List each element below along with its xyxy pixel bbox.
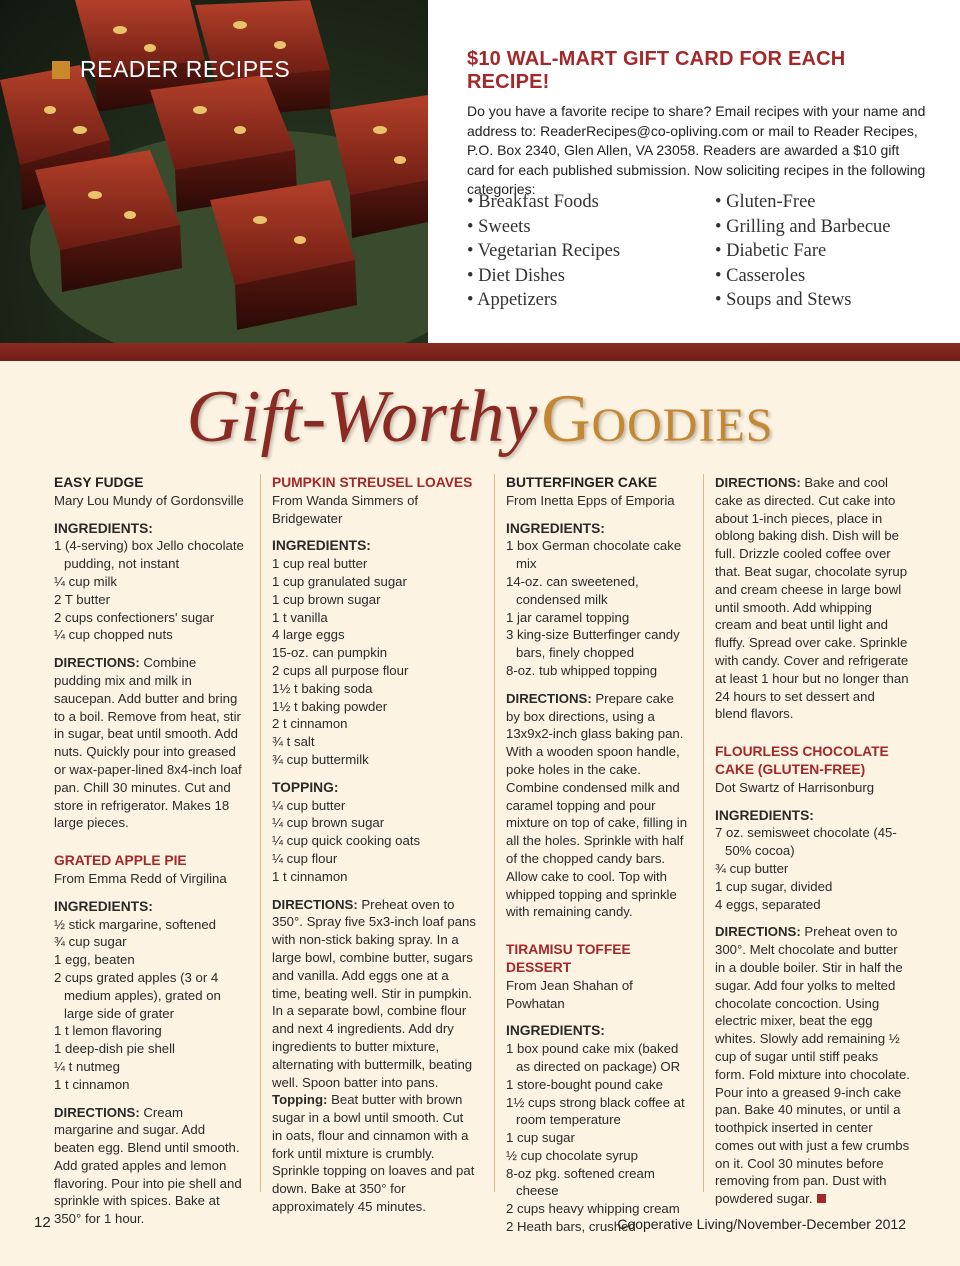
recipe-source: From Jean Shahan of Powhatan [506,977,633,1011]
directions-label: DIRECTIONS: [272,896,358,912]
column-divider [703,474,704,1192]
ingredient-item: 1 deep-dish pie shell [54,1041,175,1057]
ingredient-item: 7 oz. semisweet chocolate (45-50% cocoa) [715,825,897,859]
recipe-flourless-chocolate-cake [715,743,910,1208]
ingredient-item: 14-oz. can sweetened, condensed milk [506,573,639,607]
directions [272,896,477,1216]
page-title-part1: Gift-Worthy [186,376,538,458]
directions [506,690,688,921]
divider-band [0,343,960,361]
recipe-grated-apple-pie [54,852,244,1228]
column-3 [506,474,688,1246]
category-item: • Soups and Stews [715,290,891,315]
ingredient-item: 8-oz. tub whipped topping [506,662,658,678]
ingredient-list [506,537,688,679]
ingredient-item: 8-oz pkg. softened cream cheese [506,1165,655,1199]
ingredient-item: 1 box German chocolate cake mix [506,538,682,572]
column-4 [715,474,910,1222]
ingredient-list [715,824,910,913]
directions-label: DIRECTIONS: [54,655,140,671]
ingredient-item: ¾ cup sugar [54,934,127,950]
topping-inline-label: Topping: [272,1092,328,1108]
ingredient-item: 2 cups confectioners' sugar [54,609,215,625]
recipe-source: From Inetta Epps of Emporia [506,492,675,508]
recipe-source: Dot Swartz of Harrisonburg [715,779,875,795]
category-list [467,192,937,315]
directions-label: DIRECTIONS: [54,1104,140,1120]
recipe-source: From Emma Redd of Virgilina [54,870,227,886]
ingredient-item: 3 king-size Butterfinger candy bars, finely chopped [506,627,680,661]
section-label-text: READER RECIPES [80,56,291,82]
publication-info: Cooperative Living/November-December 2012 [617,1216,906,1232]
ingredient-item: 1 box pound cake mix (baked as directed on package) OR [506,1041,681,1074]
ingredient-item: ½ stick margarine, softened [54,916,216,932]
ingredient-item: 2 cups heavy whipping cream [506,1201,680,1217]
ingredient-item: ¼ cup brown sugar [272,815,385,831]
ingredient-item: 1 egg, beaten [54,952,135,968]
ingredient-item: 1 store-bought pound cake [506,1076,663,1092]
recipe-name: GRATED APPLE PIE [54,853,187,869]
topping-list [272,797,477,886]
ingredient-item: 1 t cinnamon [54,1076,130,1092]
section-label [52,56,290,83]
ingredient-list [506,1040,688,1236]
ingredient-item: ¾ cup buttermilk [272,751,369,767]
ingredient-list [54,537,244,644]
promo-title: $10 WAL-MART GIFT CARD FOR EACH RECIPE! [467,48,846,93]
ingredient-item: ¼ cup quick cooking oats [272,833,421,849]
category-item: • Diet Dishes [467,266,715,291]
page-number: 12 [34,1214,51,1231]
recipe-name: BUTTERFINGER CAKE [506,475,657,490]
category-item: • Breakfast Foods [467,192,715,217]
recipe-source: Mary Lou Mundy of Gordonsville [54,492,244,508]
ingredient-item: 1½ t baking powder [272,698,388,714]
topping-heading: TOPPING: [272,779,339,795]
directions [54,1104,244,1229]
page-title [0,375,960,460]
ingredients-heading: INGREDIENTS: [54,898,153,914]
ingredient-item: ¾ t salt [272,734,315,750]
ingredient-item: 2 t cinnamon [272,716,348,732]
ingredients-heading: INGREDIENTS: [272,538,371,554]
fudge-photo [0,0,428,343]
recipe-name: TIRAMISU TOFFEE DESSERT [506,942,631,975]
ingredient-item: 2 T butter [54,591,110,607]
ingredient-item: 15-oz. can pumpkin [272,645,388,661]
category-list-left [467,192,715,315]
recipe-butterfinger-cake [506,474,688,921]
ingredient-item: 2 Heath bars, crushed [506,1219,636,1235]
ingredient-list [54,916,244,1094]
page-title-part2: Goodies [541,380,774,456]
promo-block [467,48,927,200]
ingredient-item: 1 jar caramel topping [506,609,630,625]
column-2 [272,474,477,1230]
directions [54,654,244,832]
directions-label: DIRECTIONS: [715,475,801,490]
ingredient-item: 1 cup real butter [272,556,368,572]
ingredient-item: ¼ cup flour [272,850,338,866]
ingredient-item: 4 eggs, separated [715,896,821,912]
ingredient-item: ¼ cup chopped nuts [54,627,173,643]
ingredient-item: 1 cup sugar, divided [715,878,833,894]
recipe-name: EASY FUDGE [54,475,144,490]
ingredient-item: 2 cups grated apples (3 or 4 medium apples), grated on large side of grater [54,969,221,1021]
category-item: • Diabetic Fare [715,241,891,266]
ingredient-item: 1 cup brown sugar [272,591,381,607]
directions-text: Cream margarine and sugar. Add beaten egg. Blend until smooth. Add grated apples and lemon flavoring. Pour into pie shell and sprinkle with spices. Bake at 350° for 1 hour. [54,1104,242,1227]
ingredient-item: ¼ cup butter [272,797,346,813]
category-item: • Vegetarian Recipes [467,241,715,266]
ingredient-item: 1½ cups strong black coffee at room temperature [506,1094,685,1128]
section-square-icon [52,61,70,79]
ingredient-item: 1 cup sugar [506,1130,575,1146]
recipe-tiramisu-toffee-dessert [506,941,688,1236]
fudge-illustration [0,0,428,343]
ingredients-heading: INGREDIENTS: [715,807,814,823]
directions [715,923,910,1208]
directions-text: Preheat oven to 350°. Spray five 5x3-inch loaf pans with non-stick baking spray. In a large bowl, combine butter, sugars and vanilla. Add eggs one at a time, beating well. Stir in pumpkin. In a separate bowl, combine flour and next 4 ingredients. Add dry ingredients to butter mixture, alternating with buttermilk, beating well. Spoon batter into pans. [272,896,476,1090]
directions-label: DIRECTIONS: [506,690,592,706]
ingredient-item: ½ cup chocolate syrup [506,1147,638,1163]
recipe-name: FLOURLESS CHOCOLATE CAKE (GLUTEN-FREE) [715,744,889,777]
category-item: • Gluten-Free [715,192,891,217]
ingredients-heading: INGREDIENTS: [506,520,605,536]
column-divider [260,474,261,1192]
column-divider [494,474,495,1192]
directions-text: Prepare cake by box directions, using a 13x9x2-inch glass baking pan. With a wooden spoon handle, poke holes in the cake. Combine condensed milk and caramel topping and pour mixture on top of cake, filling in all the holes. Sprinkle with half of the chopped candy bars. Allow cake to cool. Top with whipped topping and sprinkle with remaining candy. [506,690,688,920]
category-list-right [715,192,891,315]
category-item: • Grilling and Barbecue [715,217,891,242]
promo-text: Do you have a favorite recipe to share? Email recipes with your name and address to: ReaderRecipes@co-opliving.com or mail to Reader Recipes, P.O. Box 2340, Glen Allen, VA 23058. Readers are awarded a $10 gift card for each published submission. Now soliciting recipes in the following categories: [467,103,926,197]
recipe-easy-fudge [54,474,244,832]
ingredient-item: 4 large eggs [272,627,345,643]
ingredient-item: ¾ cup butter [715,860,789,876]
ingredient-item: 1 t vanilla [272,609,328,625]
column-1 [54,474,244,1242]
category-item: • Appetizers [467,290,715,315]
recipe-source: From Wanda Simmers of Bridgewater [272,492,419,526]
directions-text: Preheat oven to 300°. Melt chocolate and butter in a double boiler. Stir in half the sugar. Add four yolks to melted chocolate concoction. Using electric mixer, beat the egg whites. Slowly add remaining ½ cup of sugar until stiff peaks form. Fold mixture into chocolate. Pour into a greased 9-inch cake pan. Bake 40 minutes, or until a toothpick inserted in center comes out with just a few crumbs on it. Cool 30 minutes before removing from pan. Dust with powdered sugar. [715,924,910,1207]
ingredient-item: 1 t cinnamon [272,868,348,884]
recipe-name: PUMPKIN STREUSEL LOAVES [272,475,473,490]
end-mark-icon [817,1194,826,1203]
ingredient-list [272,555,477,769]
category-item: • Sweets [467,217,715,242]
directions-text: Bake and cool cake as directed. Cut cake into about 1-inch pieces, place in oblong baking dish. Dish will be full. Drizzle cooled coffee over that. Beat sugar, chocolate syrup and cream cheese in large bowl until smooth. Add whipping cream and beat until light and fluffy. Spread over cake. Sprinkle with candy. Cover and refrigerate at least 1 hour but no longer than 24 hours to set dessert and blend flavors. [715,475,909,722]
ingredients-heading: INGREDIENTS: [506,1023,605,1039]
header-banner [0,0,960,343]
ingredients-heading: INGREDIENTS: [54,520,153,536]
directions-label: DIRECTIONS: [715,924,801,940]
ingredient-item: ¼ t nutmeg [54,1058,120,1074]
recipe-pumpkin-streusel-loaves [272,474,477,1216]
ingredient-item: 2 cups all purpose flour [272,662,409,678]
directions-text: Combine pudding mix and milk in saucepan. Add butter and bring to a boil. Remove from heat, stir in sugar, beat until smooth. Add nuts. Quickly pour into greased or wax-paper-lined 8x4-inch loaf pan. Chill 30 minutes. Cut and store in refrigerator. Makes 18 large pieces. [54,655,242,831]
ingredient-item: 1 (4-serving) box Jello chocolate pudding, not instant [54,538,244,572]
ingredient-item: 1 t lemon flavoring [54,1023,162,1039]
ingredient-item: 1 cup granulated sugar [272,573,407,589]
tiramisu-directions [715,474,910,723]
category-item: • Casseroles [715,266,891,291]
directions-text-2: Beat butter with brown sugar in a bowl until smooth. Cut in oats, flour and cinnamon with a fork until mixture is crumbly. Sprinkle topping on loaves and pat down. Bake at 350° for approximately 45 minutes. [272,1092,475,1215]
ingredient-item: ¼ cup milk [54,573,118,589]
ingredient-item: 1½ t baking soda [272,680,373,696]
